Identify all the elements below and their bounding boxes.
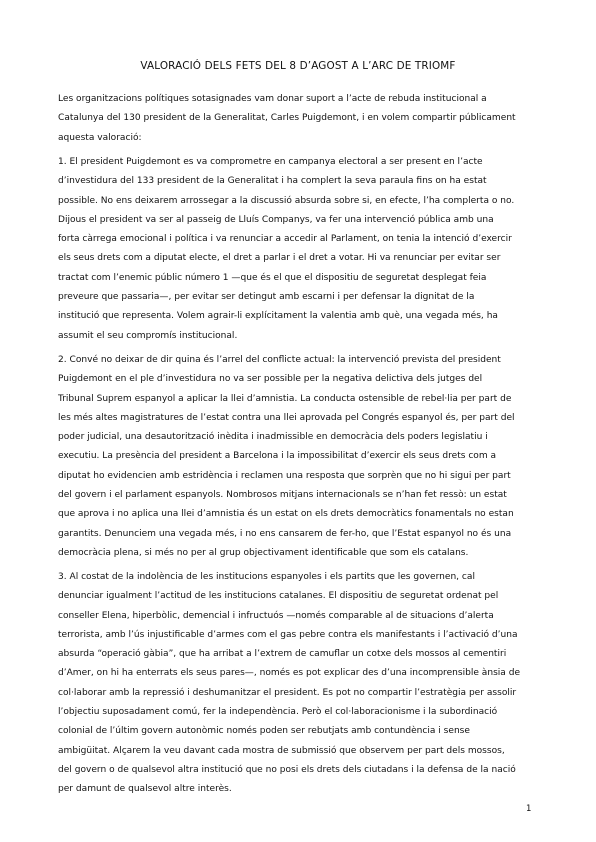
paragraph-line: col·laborar amb la repressió i deshumanitzar el president. Es pot no compartir l’estratègia per assolir bbox=[58, 687, 517, 698]
paragraph-line: del govern i el parlament espanyols. Nombrosos mitjans internacionals se n’han fet ressò: un estat bbox=[58, 490, 507, 501]
document-title: VALORACIÓ DELS FETS DEL 8 D’AGOST A L’ARC DE TRIOMF bbox=[140, 60, 456, 72]
paragraph-line: executiu. La presència del president a Barcelona i la impossibilitat d’exercir els seus drets com a bbox=[58, 451, 497, 462]
paragraph-line: d’investidura del 133 president de la Generalitat i ha complert la seva paraula fins on ha estat bbox=[58, 176, 487, 187]
paragraph-line: forta càrrega emocional i política i va renunciar a accedir al Parlament, on tenia la intenció d’exercir bbox=[58, 234, 512, 245]
paragraph-intro bbox=[58, 90, 542, 148]
paragraph-line: possible. No ens deixarem arrossegar a la discussió absurda sobre si, en efecte, l’ha complerta o no. bbox=[58, 195, 515, 206]
paragraph-line: aquesta valoració: bbox=[58, 132, 142, 143]
paragraph-point-3 bbox=[58, 568, 542, 800]
paragraph-line: poder judicial, una desautorització inèdita i inadmissible en democràcia dels poders legislatiu i bbox=[58, 432, 488, 443]
paragraph-line: Catalunya del 130 president de la Generalitat, Carles Puigdemont, i en volem compartir públicament bbox=[58, 113, 516, 124]
paragraph-line: 1. El president Puigdemont es va comprometre en campanya electoral a ser present en l’acte bbox=[58, 157, 483, 167]
paragraph-line: preveure que passaria—, per evitar ser detingut amb escarni i per defensar la dignitat de la bbox=[58, 292, 475, 303]
paragraph-line: ambigüitat. Alçarem la veu davant cada mostra de submissió que observem per part dels mossos, bbox=[58, 745, 505, 756]
paragraph-line: del govern o de qualsevol altra institució que no posi els drets dels ciutadans i la defensa de la nació bbox=[58, 764, 516, 775]
paragraph-line: absurda “operació gàbia”, que ha arribat a l’extrem de camuflar un cotxe dels mossos al cementiri bbox=[58, 649, 507, 660]
page-number: 1 bbox=[526, 804, 532, 814]
paragraph-line: d’Amer, on hi ha enterrats els seus pares—, només es pot explicar des d’una incomprensible ànsia de bbox=[58, 668, 521, 679]
paragraph-line: garantits. Denunciem una vegada més, i no ens cansarem de fer-ho, que l’Estat espanyol no és una bbox=[58, 528, 512, 539]
paragraph-line: 3. Al costat de la indolència de les institucions espanyoles i els partits que les governen, cal bbox=[58, 572, 475, 582]
paragraph-line: els seus drets com a diputat electe, el dret a parlar i el dret a votar. Hi va renunciar per evitar ser bbox=[58, 253, 501, 264]
paragraph-line: democràcia plena, si més no per al grup objectivament identificable que som els catalans. bbox=[58, 547, 469, 558]
paragraph-line: denunciar igualment l’actitud de les institucions catalanes. El dispositiu de seguretat ordenat pel bbox=[58, 591, 499, 602]
paragraph-line: l’objectiu suposadament comú, fer la independència. Però el col·laboracionisme i la subordinació bbox=[58, 707, 498, 718]
paragraph-line: assumit el seu compromís institucional. bbox=[58, 330, 238, 341]
paragraph-line: per damunt de qualsevol altre interès. bbox=[58, 784, 232, 795]
paragraph-line: Dijous el president va ser al passeig de Lluís Companys, va fer una intervenció pública amb una bbox=[58, 214, 494, 225]
paragraph-point-2 bbox=[58, 351, 542, 563]
paragraph-line: que aprova i no aplica una llei d’amnistia és un estat on els drets democràtics fonamentals no estan bbox=[58, 509, 514, 520]
paragraph-line: les més altes magistratures de l’estat contra una llei aprovada pel Congrés espanyol és, per part del bbox=[58, 412, 515, 423]
paragraph-line: Puigdemont en el ple d’investidura no va ser possible per la negativa delictiva dels jutges del bbox=[58, 374, 483, 385]
paragraph-line: Tribunal Suprem espanyol a aplicar la llei d’amnistia. La conducta ostensible de rebel·lia per part de bbox=[58, 393, 512, 404]
paragraph-line: diputat ho evidencien amb estridència i reclamen una resposta que sorprèn que no hi sigui per part bbox=[58, 470, 511, 481]
paragraph-line: tractat com l’enemic públic número 1 —que és el que el dispositiu de seguretat desplegat feia bbox=[58, 272, 487, 283]
paragraph-point-1 bbox=[58, 153, 542, 346]
paragraph-line: Les organitzacions polítiques sotasignades vam donar suport a l’acte de rebuda institucional a bbox=[58, 94, 487, 104]
paragraph-line: colonial de l’últim govern autonòmic només poden ser rebutjats amb contundència i sense bbox=[58, 726, 470, 737]
paragraph-line: terrorista, amb l’ús injustificable d’armes com el gas pebre contra els manifestants i l’activació d’una bbox=[58, 629, 518, 640]
paragraph-line: 2. Convé no deixar de dir quina és l’arrel del conflicte actual: la intervenció prevista del president bbox=[58, 355, 501, 365]
paragraph-line: conseller Elena, hiperbòlic, demencial i infructuós —només comparable al de situacions d’alerta bbox=[58, 610, 494, 621]
paragraph-line: institució que representa. Volem agrair-li explícitament la valentia amb què, una vegada més, ha bbox=[58, 311, 498, 322]
